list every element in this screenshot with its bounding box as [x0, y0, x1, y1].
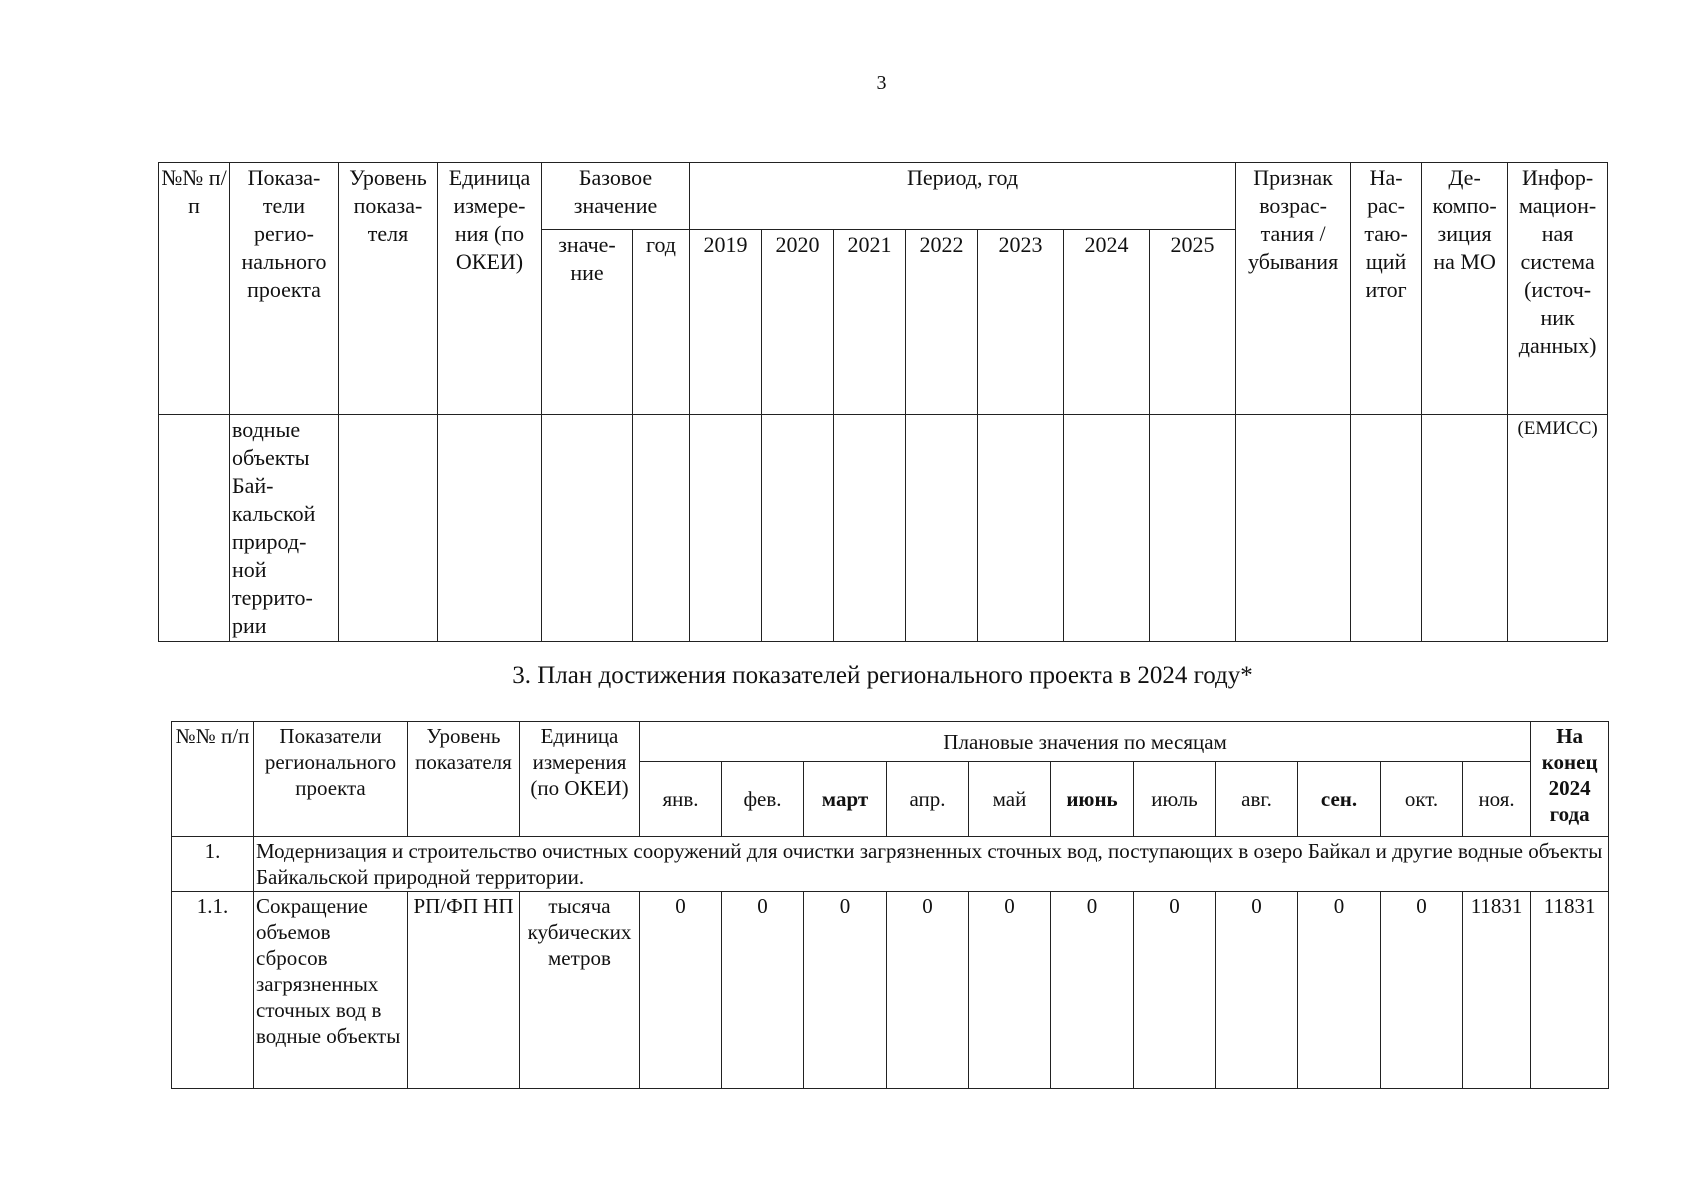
table-row	[172, 837, 1609, 892]
t1-cell-indicator: водные объекты Бай-кальской природ-ной террито-рии	[230, 415, 339, 642]
t2-header-monthly: Плановые значения по месяцам	[640, 722, 1531, 762]
t1-cell	[834, 415, 906, 642]
t2-row-level: РП/ФП НП	[408, 892, 520, 1089]
t1-header-year: 2021	[834, 230, 906, 415]
indicators-table	[158, 162, 1608, 642]
t1-cell	[690, 415, 762, 642]
t2-row-month-value: 0	[640, 892, 722, 1089]
t1-cell	[159, 415, 230, 642]
t2-row-unit: тысяча кубических метров	[520, 892, 640, 1089]
t2-header-month: апр.	[887, 762, 969, 837]
monthly-plan-table	[171, 721, 1609, 1089]
t1-cell	[1150, 415, 1236, 642]
t2-header-level: Уровень показателя	[408, 722, 520, 837]
t1-header-indicator: Показа-тели регио-нального проекта	[230, 163, 339, 415]
t1-header-base: Базовое значение	[542, 163, 690, 230]
t2-header-month: март	[804, 762, 887, 837]
t2-header-month: авг.	[1216, 762, 1298, 837]
t2-header-month: июль	[1134, 762, 1216, 837]
t1-cell	[1236, 415, 1351, 642]
t1-cell	[633, 415, 690, 642]
t2-header-num: №№ п/п	[172, 722, 254, 837]
t2-row-month-value: 0	[1134, 892, 1216, 1089]
t2-header-month: ноя.	[1463, 762, 1531, 837]
t1-cell	[542, 415, 633, 642]
t2-header-month: май	[969, 762, 1051, 837]
t1-header-period: Период, год	[690, 163, 1236, 230]
t2-header-end-of-year: На конец 2024 года	[1531, 722, 1609, 837]
table-row	[172, 892, 1609, 1089]
t1-header-unit: Единица измере-ния (по ОКЕИ)	[438, 163, 542, 415]
t2-row-month-value: 0	[1298, 892, 1381, 1089]
section-title: 3. План достижения показателей регионального проекта в 2024 году*	[512, 662, 1253, 689]
t2-header-month: окт.	[1381, 762, 1463, 837]
t2-group-num: 1.	[172, 837, 254, 892]
t1-cell	[438, 415, 542, 642]
t1-header-year: 2022	[906, 230, 978, 415]
t2-header-month: сен.	[1298, 762, 1381, 837]
t1-cell-info-system: (ЕМИСС)	[1508, 415, 1608, 642]
t2-row-month-value: 0	[1216, 892, 1298, 1089]
t1-header-year: 2024	[1064, 230, 1150, 415]
t1-header-year: 2019	[690, 230, 762, 415]
t1-header-decomposition: Де-компо-зиция на МО	[1422, 163, 1508, 415]
t2-row-month-value: 0	[722, 892, 804, 1089]
t2-row-month-value: 11831	[1463, 892, 1531, 1089]
t2-row-num: 1.1.	[172, 892, 254, 1089]
t2-header-month: янв.	[640, 762, 722, 837]
t1-header-year: 2020	[762, 230, 834, 415]
t1-cell	[1422, 415, 1508, 642]
t2-header-month: фев.	[722, 762, 804, 837]
t2-header-indicator: Показатели регионального проекта	[254, 722, 408, 837]
t2-header-month: июнь	[1051, 762, 1134, 837]
t2-row-indicator: Сокращение объемов сбросов загрязненных сточных вод в водные объекты	[254, 892, 408, 1089]
t1-cell	[1064, 415, 1150, 642]
table-row	[159, 415, 1608, 642]
t1-header-year: 2023	[978, 230, 1064, 415]
t1-cell	[339, 415, 438, 642]
t1-header-info-system: Инфор-мацион-ная система (источ-ник данных)	[1508, 163, 1608, 415]
t2-row-end-of-year: 11831	[1531, 892, 1609, 1089]
t1-header-trend: Признак возрас-тания /убывания	[1236, 163, 1351, 415]
t2-row-month-value: 0	[804, 892, 887, 1089]
t1-header-year: 2025	[1150, 230, 1236, 415]
t1-header-base-value: значе-ние	[542, 230, 633, 415]
t1-header-cumulative: На-рас-таю-щий итог	[1351, 163, 1422, 415]
t1-cell	[978, 415, 1064, 642]
t2-row-month-value: 0	[1051, 892, 1134, 1089]
t2-group-text: Модернизация и строительство очистных сооружений для очистки загрязненных сточных вод, поступающих в озеро Байкал и другие водные объекты Байкальской природной территории.	[254, 837, 1609, 892]
page-number: 3	[876, 72, 887, 94]
t2-header-unit: Единица измерения (по ОКЕИ)	[520, 722, 640, 837]
t1-header-base-year: год	[633, 230, 690, 415]
t1-cell	[906, 415, 978, 642]
t2-row-month-value: 0	[887, 892, 969, 1089]
t2-row-month-value: 0	[969, 892, 1051, 1089]
t1-header-level: Уровень показа-теля	[339, 163, 438, 415]
t1-cell	[762, 415, 834, 642]
t1-cell	[1351, 415, 1422, 642]
t2-row-month-value: 0	[1381, 892, 1463, 1089]
t1-header-num: №№ п/п	[159, 163, 230, 415]
